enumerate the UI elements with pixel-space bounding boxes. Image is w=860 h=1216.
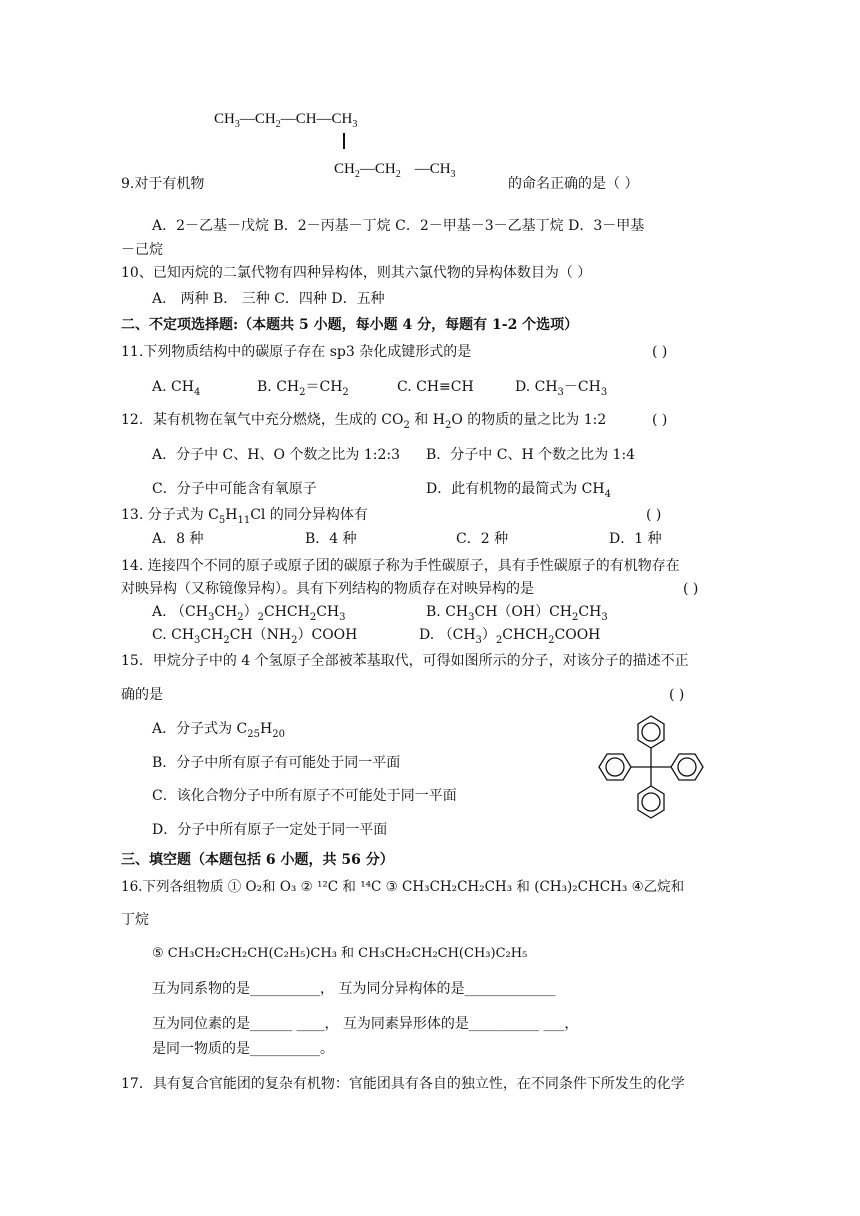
q11-paren: ( ) — [652, 344, 668, 360]
q14-stem-line2: 对映异构（又称镜像异构）。具有下列结构的物质存在对映异构的是 — [121, 581, 534, 597]
q15-option-b: B．分子中所有原子有可能处于同一平面 — [152, 755, 401, 771]
q13-option-c: C．2 种 — [456, 531, 509, 547]
q16-pair-5: ⑤ CH₃CH₂CH₂CH(C₂H₅)CH₃ 和 CH₃CH₂CH₂CH(CH₃)C₂H₅ — [152, 946, 528, 961]
q10-options: A． 两种 B． 三种 C．四种 D．五种 — [152, 291, 385, 307]
q13-stem: 13. 分子式为 $C_5H_{11}Cl$ 的同分异构体有 — [121, 507, 368, 526]
q9-options: A．2－乙基－戊烷 B．2－丙基－丁烷 C．2－甲基－3－乙基丁烷 D．3－甲基 — [152, 218, 645, 234]
q15-stem-line1: 15．甲烷分子中的 4 个氢原子全部被苯基取代，可得如图所示的分子，对该分子的描述不正 — [121, 653, 689, 669]
q12-option-d: D．此有机物的最简式为 $CH_4$ — [426, 481, 611, 500]
formula-atom: CH — [374, 161, 396, 177]
section-heading: 二、不定项选择题:（本题共 5 小题，每小题 4 分，每题有 1-2 个选项） — [121, 317, 579, 333]
formula-atom: CH — [331, 111, 353, 127]
q13-option-a: A．8 种 — [152, 531, 204, 547]
q16-blank-line2: 互为同位素的是______ ____， 互为同素异形体的是__________ ___， — [152, 1016, 579, 1032]
aromatic-circle — [678, 758, 696, 776]
q12-option-c: C．分子中可能含有氧原子 — [152, 481, 317, 497]
q15-option-c: C．该化合物分子中所有原子不可能处于同一平面 — [152, 788, 457, 804]
q14-option-a: A. $(CH_3CH_2)_2CHCH_2CH_3$ — [152, 604, 346, 623]
q9-stem-right: 的命名正确的是（ ） — [508, 176, 639, 192]
q11-option-a: A. $CH_4$ — [152, 379, 201, 398]
q14-option-b: B. $CH_3CH(OH)CH_2CH_3$ — [426, 604, 608, 623]
q16-blank-line1: 互为同系物的是__________， 互为同分异构体的是_____________ — [152, 981, 556, 997]
q10-stem: 10、已知丙烷的二氯代物有四种异构体，则其六氯代物的异构体数目为（ ） — [121, 265, 592, 281]
q9-options-cont: －己烷 — [121, 242, 163, 258]
q15-stem-line2: 确的是 — [121, 687, 163, 703]
q12-paren: ( ) — [652, 412, 668, 428]
q12-stem: 12．某有机物在氧气中充分燃烧，生成的 $CO_2$ 和 $H_2O$ 的物质的量之比为 1:2 — [121, 412, 607, 431]
q11-option-d: D. $CH_3-CH_3$ — [515, 379, 608, 398]
formula-atom: CH — [214, 111, 235, 127]
q13-option-d: D．1 种 — [609, 531, 662, 547]
q14-option-d: D. $(CH_3)_2CHCH_2COOH$ — [419, 627, 601, 646]
formula-atom: CH — [295, 111, 317, 127]
formula-atom: CH — [429, 161, 451, 177]
q14-paren: ( ) — [683, 581, 699, 597]
aromatic-circle — [642, 793, 660, 811]
q11-option-c: C. CH≡CH — [397, 379, 474, 395]
q12-option-b: B．分子中 C、H 个数之比为 1:4 — [426, 447, 636, 463]
aromatic-circle — [642, 723, 660, 741]
q15-option-a: A．分子式为 $C_{25}H_{20}$ — [152, 721, 285, 740]
q16-blank-line3: 是同一物质的是__________。 — [152, 1041, 334, 1057]
q11-option-b: B. $CH_2=CH_2$ — [257, 379, 349, 398]
q11-stem: 11.下列物质结构中的碳原子存在 sp3 杂化成键形式的是 — [121, 344, 472, 360]
q14-option-c: C. $CH_3CH_2CH(NH_2)COOH$ — [152, 627, 358, 646]
q13-paren: ( ) — [646, 507, 662, 523]
q14-stem-line1: 14. 连接四个不同的原子或原子团的碳原子称为手性碳原子，具有手性碳原子的有机物存在 — [121, 558, 680, 574]
q13-option-b: B．4 种 — [305, 531, 357, 547]
formula-atom: CH — [254, 111, 276, 127]
q15-paren: ( ) — [669, 687, 685, 703]
q17-stem: 17．具有复合官能团的复杂有机物：官能团具有各自的独立性，在不同条件下所发生的化学 — [121, 1076, 685, 1092]
q12-option-a: A．分子中 C、H、O 个数之比为 1:2:3 — [152, 447, 401, 463]
q16-stem-line2: 丁烷 — [121, 912, 149, 928]
formula-atom: CH — [334, 161, 355, 177]
structural-formula: $CH_3—CH_2—CH—CH_3$ $CH_2—CH_2$ $—CH_3$ — [214, 111, 456, 180]
q16-stem-line1: 16.下列各组物质 ① O₂和 O₃ ② ¹²C 和 ¹⁴C ③ CH₃CH₂CH₂CH₃ 和 (CH₃)₂CHCH₃ ④乙烷和 — [121, 879, 685, 895]
vertical-bond — [343, 133, 345, 149]
q9-stem-left: 9.对于有机物 — [121, 176, 205, 192]
tetraphenylmethane-figure — [588, 710, 718, 830]
aromatic-circle — [606, 758, 624, 776]
section-heading: 三、填空题（本题包括 6 小题，共 56 分） — [121, 852, 394, 868]
q15-option-d: D．分子中所有原子一定处于同一平面 — [152, 822, 388, 838]
